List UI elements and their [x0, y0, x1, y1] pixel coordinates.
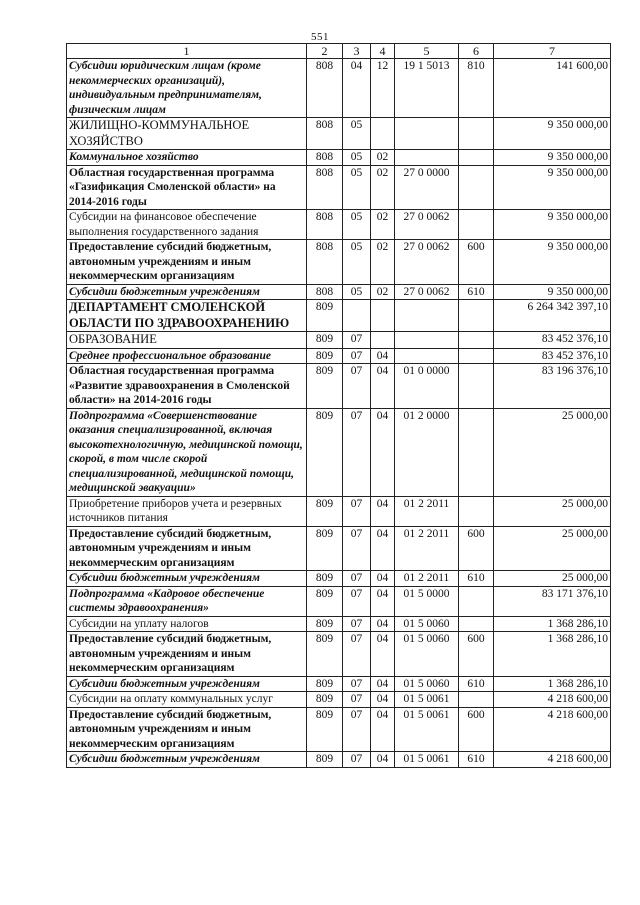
cell-name: Субсидии на оплату коммунальных услуг [67, 692, 307, 708]
cell-admin-code: 808 [307, 240, 343, 285]
cell-target-article: 01 5 0061 [395, 692, 459, 708]
cell-admin-code: 808 [307, 150, 343, 166]
cell-section: 07 [343, 348, 371, 364]
table-row [67, 752, 611, 768]
cell-admin-code: 809 [307, 616, 343, 632]
cell-expense-type [459, 300, 494, 332]
cell-target-article: 01 0 0000 [395, 364, 459, 409]
cell-amount: 4 218 600,00 [494, 707, 611, 752]
cell-admin-code: 809 [307, 364, 343, 409]
cell-admin-code: 809 [307, 300, 343, 332]
cell-amount: 25 000,00 [494, 408, 611, 496]
table-row [67, 210, 611, 240]
cell-amount: 1 368 286,10 [494, 676, 611, 692]
cell-expense-type: 610 [459, 284, 494, 300]
cell-target-article [395, 300, 459, 332]
cell-expense-type [459, 408, 494, 496]
cell-admin-code: 808 [307, 210, 343, 240]
cell-section: 05 [343, 165, 371, 210]
table-row [67, 408, 611, 496]
cell-subsection: 02 [371, 210, 395, 240]
cell-amount: 83 171 376,10 [494, 586, 611, 616]
cell-section: 05 [343, 210, 371, 240]
cell-admin-code: 809 [307, 332, 343, 349]
table-row [67, 616, 611, 632]
cell-section: 04 [343, 59, 371, 118]
cell-section: 07 [343, 616, 371, 632]
cell-amount: 25 000,00 [494, 526, 611, 571]
table-header [67, 44, 611, 59]
cell-expense-type [459, 348, 494, 364]
cell-amount: 9 350 000,00 [494, 118, 611, 150]
cell-subsection: 02 [371, 165, 395, 210]
cell-section: 07 [343, 632, 371, 677]
cell-name: ДЕПАРТАМЕНТ СМОЛЕНСКОЙ ОБЛАСТИ ПО ЗДРАВООХРАНЕНИЮ [67, 300, 307, 332]
cell-subsection: 12 [371, 59, 395, 118]
cell-amount: 83 196 376,10 [494, 364, 611, 409]
cell-amount: 1 368 286,10 [494, 632, 611, 677]
cell-section: 07 [343, 496, 371, 526]
cell-expense-type: 810 [459, 59, 494, 118]
cell-target-article: 01 5 0061 [395, 752, 459, 768]
cell-expense-type: 610 [459, 571, 494, 587]
table-row [67, 332, 611, 349]
cell-target-article: 27 0 0062 [395, 284, 459, 300]
cell-name: Среднее профессиональное образование [67, 348, 307, 364]
column-header: 7 [494, 44, 611, 59]
cell-target-article: 27 0 0062 [395, 210, 459, 240]
cell-target-article: 01 5 0061 [395, 707, 459, 752]
cell-target-article [395, 150, 459, 166]
table-row [67, 150, 611, 166]
cell-expense-type: 610 [459, 752, 494, 768]
cell-subsection [371, 300, 395, 332]
cell-subsection: 04 [371, 348, 395, 364]
cell-target-article [395, 332, 459, 349]
cell-name: Субсидии бюджетным учреждениям [67, 284, 307, 300]
cell-amount: 25 000,00 [494, 496, 611, 526]
cell-amount: 141 600,00 [494, 59, 611, 118]
cell-admin-code: 808 [307, 59, 343, 118]
cell-expense-type [459, 616, 494, 632]
cell-name: Предоставление субсидий бюджетным, автономным учреждениям и иным некоммерческим организациям [67, 240, 307, 285]
table-row [67, 165, 611, 210]
cell-expense-type [459, 692, 494, 708]
cell-target-article: 01 2 0000 [395, 408, 459, 496]
table-row [67, 676, 611, 692]
column-header: 1 [67, 44, 307, 59]
cell-target-article [395, 118, 459, 150]
cell-amount: 9 350 000,00 [494, 240, 611, 285]
cell-subsection: 04 [371, 526, 395, 571]
cell-amount: 9 350 000,00 [494, 210, 611, 240]
cell-name: Приобретение приборов учета и резервных источников питания [67, 496, 307, 526]
cell-name: ЖИЛИЩНО-КОММУНАЛЬНОЕ ХОЗЯЙСТВО [67, 118, 307, 150]
cell-name: Субсидии бюджетным учреждениям [67, 752, 307, 768]
cell-section: 07 [343, 752, 371, 768]
cell-target-article [395, 348, 459, 364]
cell-name: Подпрограмма «Совершенствование оказания специализированной, включая высокотехнологичную, медицинской помощи, скорой, в том числе скорой специализированной, медицинской помощи, медицинской эвакуации» [67, 408, 307, 496]
column-header: 4 [371, 44, 395, 59]
table-row [67, 284, 611, 300]
budget-table [66, 43, 611, 768]
cell-section: 07 [343, 364, 371, 409]
column-header: 6 [459, 44, 494, 59]
table-row [67, 707, 611, 752]
cell-subsection: 04 [371, 752, 395, 768]
table-row [67, 632, 611, 677]
cell-amount: 9 350 000,00 [494, 284, 611, 300]
cell-target-article: 01 2 2011 [395, 496, 459, 526]
table-row [67, 692, 611, 708]
cell-amount: 9 350 000,00 [494, 150, 611, 166]
cell-name: ОБРАЗОВАНИЕ [67, 332, 307, 349]
table-row [67, 496, 611, 526]
cell-expense-type [459, 332, 494, 349]
cell-subsection: 04 [371, 707, 395, 752]
cell-section: 05 [343, 150, 371, 166]
table-row [67, 118, 611, 150]
cell-section: 07 [343, 332, 371, 349]
cell-target-article: 01 2 2011 [395, 526, 459, 571]
cell-admin-code: 809 [307, 707, 343, 752]
cell-subsection: 04 [371, 676, 395, 692]
cell-section: 07 [343, 571, 371, 587]
cell-subsection: 02 [371, 150, 395, 166]
cell-section: 05 [343, 118, 371, 150]
cell-subsection [371, 332, 395, 349]
cell-admin-code: 808 [307, 165, 343, 210]
cell-target-article: 27 0 0062 [395, 240, 459, 285]
cell-name: Субсидии на уплату налогов [67, 616, 307, 632]
cell-admin-code: 808 [307, 284, 343, 300]
cell-expense-type [459, 586, 494, 616]
cell-admin-code: 809 [307, 676, 343, 692]
cell-section [343, 300, 371, 332]
cell-expense-type [459, 496, 494, 526]
cell-name: Областная государственная программа «Газификация Смоленской области» на 2014-2016 годы [67, 165, 307, 210]
cell-section: 07 [343, 586, 371, 616]
cell-expense-type: 600 [459, 632, 494, 677]
cell-section: 07 [343, 526, 371, 571]
cell-name: Субсидии бюджетным учреждениям [67, 571, 307, 587]
cell-expense-type: 600 [459, 240, 494, 285]
cell-admin-code: 809 [307, 571, 343, 587]
cell-target-article: 01 5 0060 [395, 632, 459, 677]
cell-section: 07 [343, 676, 371, 692]
cell-subsection: 04 [371, 632, 395, 677]
cell-expense-type [459, 364, 494, 409]
table-row [67, 571, 611, 587]
table-row [67, 348, 611, 364]
cell-subsection: 04 [371, 692, 395, 708]
cell-subsection: 04 [371, 586, 395, 616]
cell-admin-code: 809 [307, 632, 343, 677]
cell-expense-type [459, 165, 494, 210]
cell-expense-type [459, 210, 494, 240]
cell-admin-code: 808 [307, 118, 343, 150]
cell-amount: 83 452 376,10 [494, 332, 611, 349]
cell-amount: 83 452 376,10 [494, 348, 611, 364]
cell-name: Субсидии юридическим лицам (кроме некоммерческих организаций), индивидуальным предпринимателям, физическим лицам [67, 59, 307, 118]
cell-amount: 4 218 600,00 [494, 692, 611, 708]
cell-name: Субсидии бюджетным учреждениям [67, 676, 307, 692]
cell-section: 05 [343, 284, 371, 300]
cell-name: Предоставление субсидий бюджетным, автономным учреждениям и иным некоммерческим организациям [67, 707, 307, 752]
cell-admin-code: 809 [307, 692, 343, 708]
cell-target-article: 27 0 0000 [395, 165, 459, 210]
cell-subsection: 04 [371, 408, 395, 496]
header-row [67, 44, 611, 59]
cell-amount: 1 368 286,10 [494, 616, 611, 632]
table-row [67, 364, 611, 409]
cell-subsection: 04 [371, 364, 395, 409]
table-row [67, 240, 611, 285]
cell-name: Областная государственная программа «Развитие здравоохранения в Смоленской области» на 2014-2016 годы [67, 364, 307, 409]
cell-amount: 9 350 000,00 [494, 165, 611, 210]
cell-expense-type: 600 [459, 526, 494, 571]
cell-section: 05 [343, 240, 371, 285]
cell-name: Субсидии на финансовое обеспечение выполнения государственного задания [67, 210, 307, 240]
cell-amount: 25 000,00 [494, 571, 611, 587]
cell-target-article: 01 2 2011 [395, 571, 459, 587]
cell-target-article: 19 1 5013 [395, 59, 459, 118]
cell-name: Предоставление субсидий бюджетным, автономным учреждениям и иным некоммерческим организациям [67, 526, 307, 571]
cell-expense-type [459, 150, 494, 166]
table-row [67, 526, 611, 571]
cell-target-article: 01 5 0060 [395, 616, 459, 632]
cell-section: 07 [343, 692, 371, 708]
cell-name: Предоставление субсидий бюджетным, автономным учреждениям и иным некоммерческим организациям [67, 632, 307, 677]
page-number: 551 [311, 31, 329, 43]
cell-subsection [371, 118, 395, 150]
cell-name: Подпрограмма «Кадровое обеспечение системы здравоохранения» [67, 586, 307, 616]
cell-subsection: 04 [371, 496, 395, 526]
table-row [67, 300, 611, 332]
cell-section: 07 [343, 408, 371, 496]
cell-admin-code: 809 [307, 348, 343, 364]
cell-subsection: 02 [371, 284, 395, 300]
cell-admin-code: 809 [307, 752, 343, 768]
table-row [67, 59, 611, 118]
cell-admin-code: 809 [307, 586, 343, 616]
column-header: 3 [343, 44, 371, 59]
cell-target-article: 01 5 0000 [395, 586, 459, 616]
cell-subsection: 02 [371, 240, 395, 285]
cell-amount: 4 218 600,00 [494, 752, 611, 768]
cell-expense-type: 610 [459, 676, 494, 692]
cell-name: Коммунальное хозяйство [67, 150, 307, 166]
cell-admin-code: 809 [307, 496, 343, 526]
cell-target-article: 01 5 0060 [395, 676, 459, 692]
cell-expense-type: 600 [459, 707, 494, 752]
table-row [67, 586, 611, 616]
cell-subsection: 04 [371, 616, 395, 632]
cell-section: 07 [343, 707, 371, 752]
cell-expense-type [459, 118, 494, 150]
cell-amount: 6 264 342 397,10 [494, 300, 611, 332]
cell-admin-code: 809 [307, 526, 343, 571]
cell-admin-code: 809 [307, 408, 343, 496]
column-header: 2 [307, 44, 343, 59]
table-body [67, 59, 611, 768]
cell-subsection: 04 [371, 571, 395, 587]
column-header: 5 [395, 44, 459, 59]
